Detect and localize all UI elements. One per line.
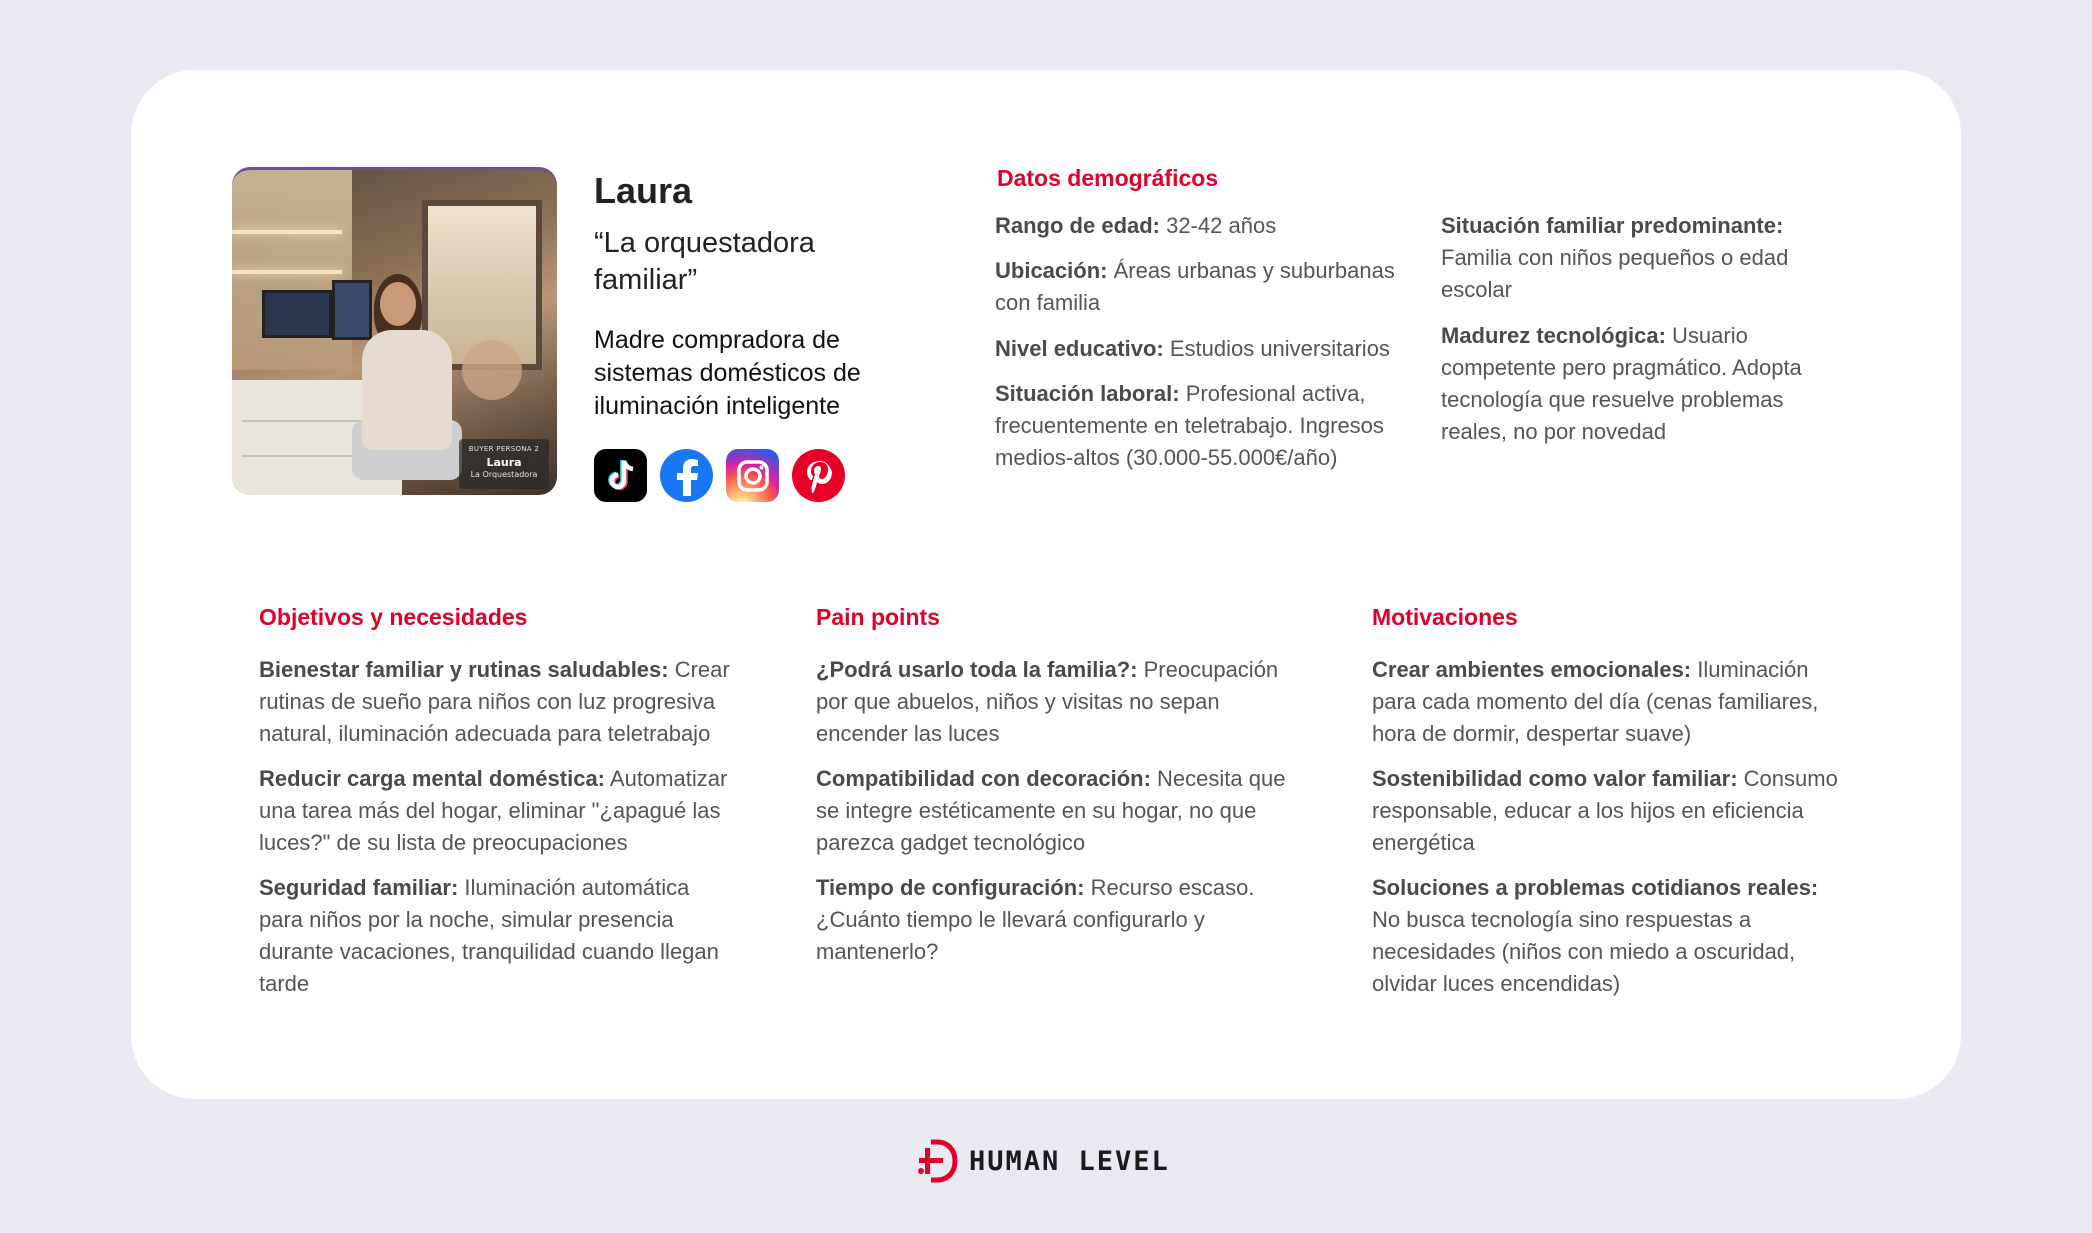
- facebook-icon[interactable]: [660, 449, 713, 502]
- persona-nickname: “La orquestadora familiar”: [594, 227, 815, 296]
- objectives-title: Objetivos y necesidades: [259, 604, 528, 630]
- objective-item: Bienestar familiar y rutinas saludables: Crear rutinas de sueño para niños con luz progresiva natural, iluminación adecuada para teletrabajo: [259, 657, 730, 746]
- pain-point-item: ¿Podrá usarlo toda la familia?: Preocupación por que abuelos, niños y visitas no sepan encender las luces: [816, 657, 1279, 746]
- badge-label: BUYER PERSONA 2: [468, 445, 540, 453]
- demographics-education: Nivel educativo: Estudios universitarios: [995, 336, 1390, 361]
- motivation-item: Crear ambientes emocionales: Iluminación para cada momento del día (cenas familiares, hora de dormir, despertar suave): [1372, 657, 1819, 746]
- persona-description: Madre compradora de sistemas domésticos de iluminación inteligente: [594, 326, 861, 420]
- demographics-family: Situación familiar predominante: Familia con niños pequeños o edad escolar: [1441, 213, 1789, 302]
- badge-name: Laura: [486, 456, 522, 469]
- badge-nickname: La Orquestadora: [470, 470, 538, 479]
- objective-item: Reducir carga mental doméstica: Automatizar una tarea más del hogar, eliminar "¿apagué las luces?" de su lista de preocupaciones: [259, 766, 728, 855]
- demographics-location: Ubicación: Áreas urbanas y suburbanas con familia: [995, 258, 1395, 315]
- motivation-item: Sostenibilidad como valor familiar: Consumo responsable, educar a los hijos en eficiencia energética: [1372, 766, 1838, 855]
- tiktok-icon[interactable]: [594, 449, 647, 502]
- demographics-tech: Madurez tecnológica: Usuario competente pero pragmático. Adopta tecnología que resuelve problemas reales, no por novedad: [1441, 323, 1802, 444]
- persona-photo: [232, 167, 557, 495]
- pain-points-title: Pain points: [816, 604, 940, 630]
- demographics-title: Datos demográficos: [997, 165, 1219, 191]
- motivation-item: Soluciones a problemas cotidianos reales: No busca tecnología sino respuestas a necesidades (niños con miedo a oscuridad, olvidar luces encendidas): [1372, 875, 1819, 996]
- instagram-icon[interactable]: [726, 449, 779, 502]
- human-level-logo: [915, 1138, 1170, 1184]
- persona-badge: [459, 439, 549, 489]
- pain-point-item: Tiempo de configuración: Recurso escaso. ¿Cuánto tiempo le llevará configurarlo y mantenerlo?: [816, 875, 1255, 964]
- pinterest-icon[interactable]: [792, 449, 845, 502]
- motivations-title: Motivaciones: [1372, 604, 1518, 630]
- human-level-logo-icon: [915, 1138, 959, 1184]
- pain-point-item: Compatibilidad con decoración: Necesita que se integre estéticamente en su hogar, no que parezca gadget tecnológico: [816, 766, 1286, 855]
- logo-text: HUMAN LEVEL: [969, 1145, 1170, 1177]
- social-icons: [594, 449, 845, 502]
- objective-item: Seguridad familiar: Iluminación automática para niños por la noche, simular presencia durante vacaciones, tranquilidad cuando llegan tarde: [259, 875, 719, 996]
- persona-name: Laura: [594, 170, 693, 211]
- demographics-work: Situación laboral: Profesional activa, frecuentemente en teletrabajo. Ingresos medios-altos (30.000-55.000€/año): [995, 381, 1384, 470]
- demographics-age: Rango de edad: 32-42 años: [995, 213, 1277, 238]
